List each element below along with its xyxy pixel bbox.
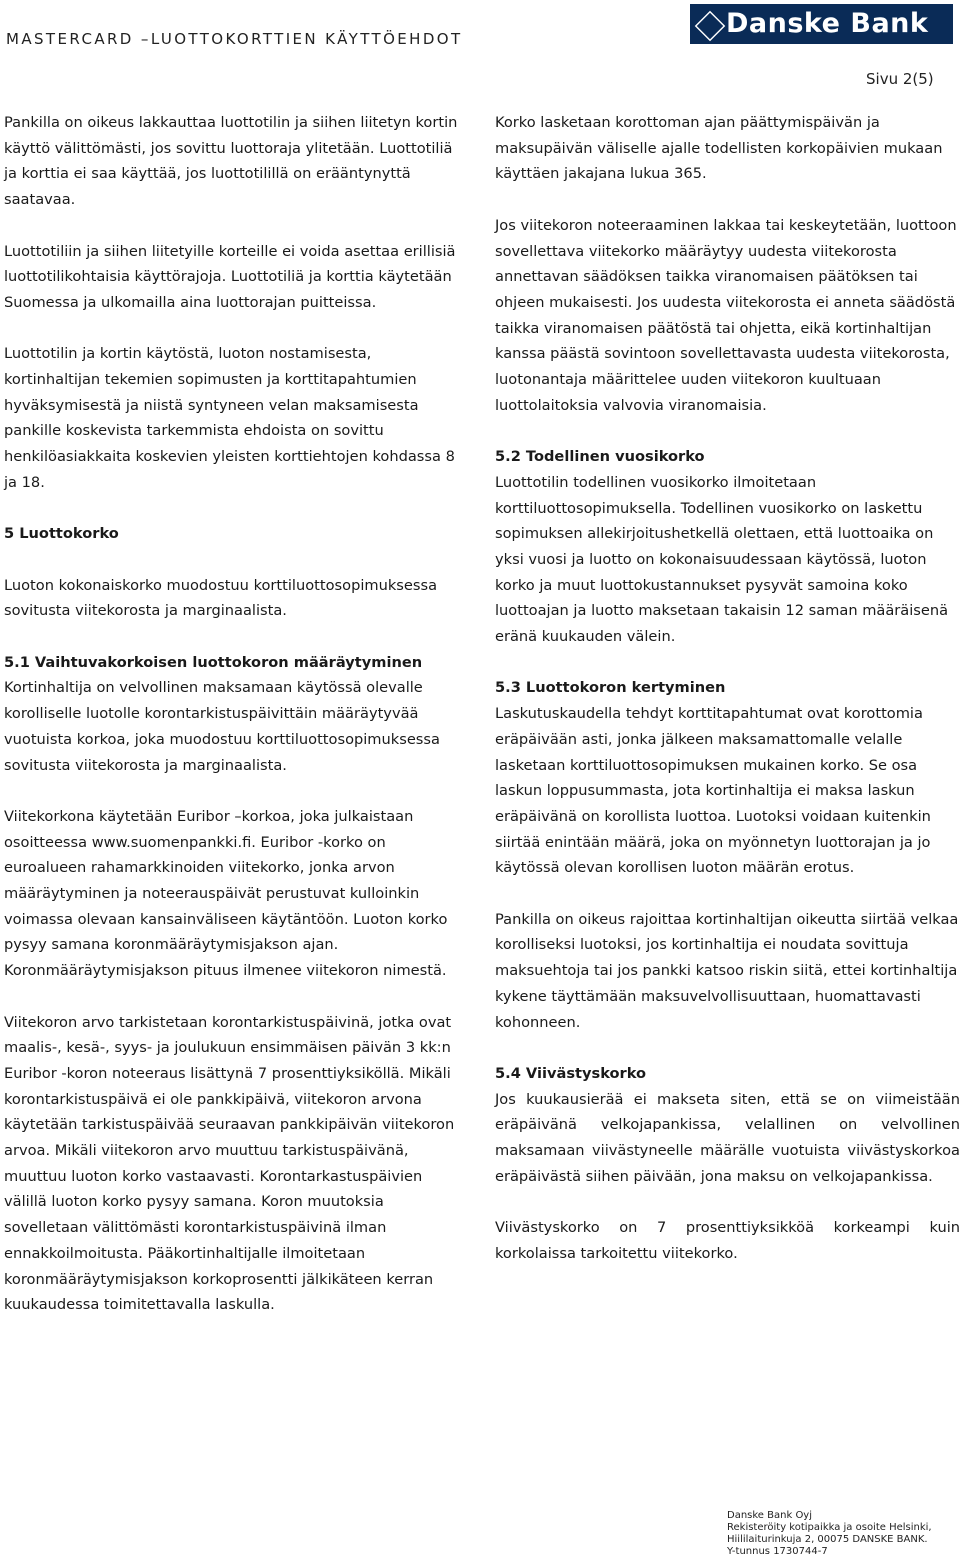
footer-business-id: Y-tunnus 1730744-7	[727, 1546, 828, 1557]
paragraph: Luottotilin ja kortin käytöstä, luoton nostamisesta, kortinhaltijan tekemien sopimusten ja korttitapahtumien hyväksymisestä ja niistä syntyneen velan maksamisesta pankille koskevista tarkemmista ehdoista on sovittu henkilöasiakkaita koskevien yleisten korttiehtojen kohdassa 8 ja 18.	[4, 345, 455, 491]
paragraph: Laskutuskaudella tehdyt korttitapahtumat ovat korottomia eräpäivään asti, jonka jälkeen maksamattomalle velalle lasketaan korttiluottosopimuksen mukainen korko. Se osa laskun loppusummasta, jota kortinhaltija ei maksa laskun eräpäivänä on korollista luottoa. Luotoksi voidaan kuitenkin siirtää enintään määrä, joka on myönnetyn luottorajan ja jo käytössä olevan korollisen luoton määrän erotus.	[495, 705, 931, 877]
paragraph: Luottotilin todellinen vuosikorko ilmoitetaan korttiluottosopimuksella. Todellinen vuosikorko on laskettu sopimuksen allekirjoitushetkellä olettaen, että luottoaika on yksi vuosi ja luotto on kokonaisuudessaan käytössä, luoton korko ja muut luottokustannukset pysyvät samoina koko luottoajan ja luotto maksetaan takaisin 12 saman määräisenä eränä kuukauden välein.	[495, 473, 949, 646]
paragraph: Jos kuukausierää ei makseta siten, että se on viimeistään eräpäivänä velkojapankissa, velallinen on velvollinen maksamaan viivästyneelle määrälle vuotuista viivästyskorkoa eräpäivästä siihen päivään, jona maksu on velkojapankissa.	[495, 1090, 960, 1185]
paragraph: Viitekoron arvo tarkistetaan korontarkistuspäivinä, jotka ovat maalis-, kesä-, syys- ja joulukuun ensimmäisen päivän 3 kk:n Euribor -koron noteeraus lisättynä 7 prosenttiyksiköllä. Mikäli korontarkistuspäivä ei ole pankkipäivä, viitekoron arvona käytetään tarkistuspäivää seuraavan pankkipäivän viitekoron arvoa. Mikäli viitekoron arvo muuttuu tarkistuspäivänä, muuttuu luoton korko vastaavasti. Korontarkastuspäivien välillä luoton korko pysyy samana. Koron muutoksia sovelletaan välittömästi korontarkistuspäivinä ilman ennakkoilmoitusta. Pääkortinhaltijalle ilmoitetaan koronmääräytymisjakson korkoprosentti jälkikäteen kerran kuukaudessa toimitettavalla laskulla.	[4, 1013, 455, 1314]
paragraph: Pankilla on oikeus lakkauttaa luottotilin ja siihen liitetyn kortin käyttö välittömästi, jos sovittu luottoraja ylitetään. Luottotiliä ja korttia ei saa käyttää, jos luottotilillä on erääntynyttä saatavaa.	[4, 114, 458, 209]
footer	[727, 1510, 932, 1558]
section-heading: 5.1 Vaihtuvakorkoisen luottokoron määräytyminen	[4, 653, 423, 671]
paragraph: Pankilla on oikeus rajoittaa kortinhaltijan oikeutta siirtää velkaa korolliseksi luotoksi, jos kortinhaltija ei noudata sovittuja maksuehtoja tai jos pankki katsoo riskin siitä, ettei kortinhaltija kykene täyttämään maksuvelvollisuuttaan, huomattavasti kohonneen.	[495, 910, 959, 1031]
paragraph: Jos viitekoron noteeraaminen lakkaa tai keskeytetään, luottoon sovellettava viitekorko määräytyy uudesta viitekorosta annettavan säädöksen taikka viranomaisen päätöksen tai ohjeen mukaisesti. Jos uudesta viitekorosta ei anneta säädöstä taikka viranomaisen päätöstä tai ohjetta, eikä kortinhaltijan kanssa päästä sovintoon sovellettavasta uudesta viitekorosta, luotonantaja määrittelee uuden viitekoron kuultuaan luottolaitoksia valvovia viranomaisia.	[495, 216, 957, 414]
right-column	[495, 110, 960, 1292]
logo-text: Danske Bank	[726, 8, 929, 39]
paragraph: Korko lasketaan korottoman ajan päättymispäivän ja maksupäivän väliselle ajalle todellisten korkopäivien mukaan käyttäen jakajana lukua 365.	[495, 114, 943, 183]
left-column	[4, 110, 469, 1344]
section-heading: 5.3 Luottokoron kertyminen	[495, 679, 726, 697]
section-heading: 5 Luottokorko	[4, 525, 119, 543]
document-title: MASTERCARD –LUOTTOKORTTIEN KÄYTTÖEHDOT	[6, 30, 463, 48]
footer-address: Hiililaiturinkuja 2, 00075 DANSKE BANK.	[727, 1534, 928, 1545]
paragraph: Viivästyskorko on 7 prosenttiyksikköä korkeampi kuin korkolaissa tarkoitettu viitekorko.	[495, 1219, 960, 1262]
footer-registered-office: Rekisteröity kotipaikka ja osoite Helsinki,	[727, 1522, 932, 1533]
danske-bank-logo-icon	[690, 4, 726, 44]
danske-bank-logo	[690, 4, 953, 44]
paragraph: Luoton kokonaiskorko muodostuu korttiluottosopimuksessa sovitusta viitekorosta ja marginaalista.	[4, 576, 438, 620]
paragraph: Luottotiliin ja siihen liitetyille korteille ei voida asettaa erillisiä luottotilikohtaisia käyttörajoja. Luottotiliä ja korttia käytetään Suomessa ja ulkomailla aina luottorajan puitteissa.	[4, 242, 456, 311]
footer-company: Danske Bank Oyj	[727, 1510, 813, 1521]
paragraph: Viitekorkona käytetään Euribor –korkoa, joka julkaistaan osoitteessa www.suomenpankki.fi. Euribor -korko on euroalueen rahamarkkinoiden viitekorko, jonka arvon määräytyminen ja noteerauspäivät perustuvat kulloinkin voimassa olevaan kansainväliseen käytäntöön. Luoton korko pysyy samana koronmääräytymisjakson ajan. Koronmääräytymisjakson pituus ilmenee viitekoron nimestä.	[4, 807, 448, 980]
section-heading: 5.4 Viivästyskorko	[495, 1064, 647, 1082]
section-heading: 5.2 Todellinen vuosikorko	[495, 448, 705, 466]
page-number: Sivu 2(5)	[866, 70, 934, 88]
paragraph: Kortinhaltija on velvollinen maksamaan käytössä olevalle korolliselle luotolle korontarkistuspäivittäin määräytyvää vuotuista korkoa, joka muodostuu korttiluottosopimuksessa sovitusta viitekorosta ja marginaalista.	[4, 679, 440, 774]
